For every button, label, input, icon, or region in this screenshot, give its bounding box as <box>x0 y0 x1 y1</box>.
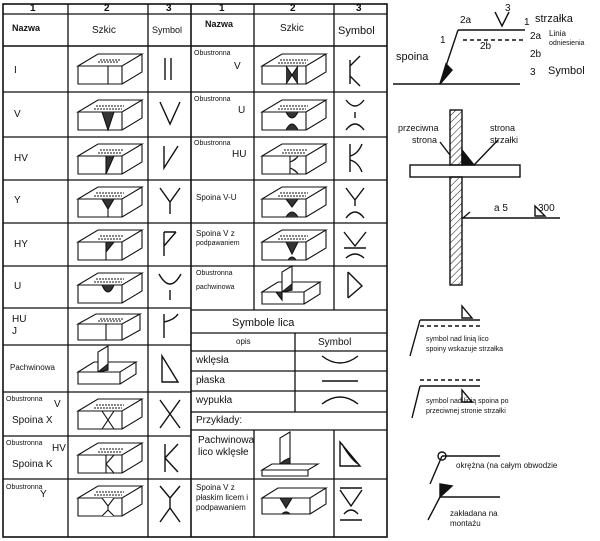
row-name-spoina-x: Spoina X <box>12 415 53 426</box>
row-name-y: Y <box>14 195 21 206</box>
rrow-3-line1: Obustronna <box>194 140 231 147</box>
header-symbol-2: Symbol <box>338 25 375 37</box>
legend-2b-num: 2b <box>530 49 542 60</box>
face-symbols-title: Symbole lica <box>232 317 295 329</box>
note4-line1: zakładana na <box>450 509 498 518</box>
row-name-v: V <box>14 109 21 120</box>
header-nazwa-2: Nazwa <box>205 19 234 29</box>
rrow-2-line1: Obustronna <box>194 96 231 103</box>
rrow-1-line2: V <box>234 61 241 72</box>
header-nazwa: Nazwa <box>12 23 41 33</box>
face-col-symbol: Symbol <box>318 337 352 348</box>
rrow-5-line2: podpawaniem <box>196 240 240 247</box>
header-symbol: Symbol <box>152 25 183 35</box>
legend-3: Symbol <box>548 65 585 77</box>
legend-2a-b: odniesienia <box>549 40 585 47</box>
label-spoina: spoina <box>396 51 429 63</box>
rrow-3-line2: HU <box>232 149 247 160</box>
note2-line2: przeciwnej stronie strzałki <box>426 408 506 415</box>
example2-line1: Spoina V z <box>196 483 235 492</box>
row-name-hy: HY <box>14 239 28 250</box>
face-examples-label: Przykłady: <box>196 415 243 426</box>
note3: okrężna (na całym obwodzie <box>456 461 558 470</box>
label-300: 300 <box>538 203 555 214</box>
label-strona-1: strona <box>490 123 516 133</box>
row-name-spoina-k: Spoina K <box>12 459 53 470</box>
example1-line2: lico wklęsłe <box>198 447 249 458</box>
col-number-1: 1 <box>30 3 36 14</box>
legend-1: strzałka <box>535 13 573 25</box>
rrow-2-line2: U <box>238 105 246 116</box>
face-col-opis: opis <box>236 337 251 346</box>
row-small-obustronna-hv: Obustronna <box>6 440 43 447</box>
row-small-obustronna-v: Obustronna <box>6 396 43 403</box>
row-small-suffix-y: Y <box>40 489 47 500</box>
label-przeciwna-1: przeciwna <box>398 123 439 133</box>
rrow-5-line1: Spoina V z <box>196 229 235 238</box>
face-row-wklesla: wklęsła <box>196 355 229 366</box>
col-number-2: 2 <box>104 3 110 14</box>
note4-line2: montażu <box>450 519 481 528</box>
col-number-4: 1 <box>219 3 225 14</box>
header-szkic: Szkic <box>92 25 116 36</box>
label-a5: a 5 <box>494 203 508 214</box>
col-number-3: 3 <box>166 3 172 14</box>
face-row-plaska: płaska <box>196 375 225 386</box>
example2-line2: płaskim licem i <box>196 493 249 502</box>
col-number-6: 3 <box>356 3 362 14</box>
label-strona-2: strzałki <box>490 135 519 145</box>
row-small-suffix-v: V <box>54 399 61 410</box>
example1-line1: Pachwinowa <box>198 435 255 446</box>
legend-1-num: 1 <box>524 17 530 28</box>
diagram-label-1: 1 <box>440 35 446 46</box>
row-name-u: U <box>14 281 22 292</box>
diagram-label-2a: 2a <box>460 15 472 26</box>
row-small-suffix-hv: HV <box>52 443 66 454</box>
legend-3-num: 3 <box>530 67 536 78</box>
legend-2a-num: 2a <box>530 31 542 42</box>
note1-line1: symbol nad linią lico <box>426 336 489 343</box>
row-name-hu-j: HU J <box>12 314 27 337</box>
rrow-4-line1: Spoina V-U <box>196 193 237 202</box>
row-small-obustronna-y: Obustronna <box>6 484 43 491</box>
note1-line2: spoiny wskazuje strzałka <box>426 346 504 353</box>
row-name-pachwinowa: Pachwinowa <box>10 363 55 372</box>
face-row-wypukla: wypukła <box>196 395 233 406</box>
label-przeciwna-2: strona <box>412 135 438 145</box>
rrow-6-line2: pachwinowa <box>196 284 235 291</box>
note2-line1: symbol nad linią spoina po <box>426 398 509 405</box>
example2-line3: podpawaniem <box>196 503 246 512</box>
row-name-hv: HV <box>14 153 28 164</box>
diagram-label-3: 3 <box>505 3 511 14</box>
rrow-1-line1: Obustronna <box>194 50 231 57</box>
header-szkic-2: Szkic <box>280 23 304 34</box>
rrow-6-line1: Obustronna <box>196 270 233 277</box>
row-name-i: I <box>14 65 17 76</box>
legend-2a: Linia <box>549 29 566 38</box>
diagram-label-2b: 2b <box>480 41 492 52</box>
col-number-5: 2 <box>290 3 296 14</box>
